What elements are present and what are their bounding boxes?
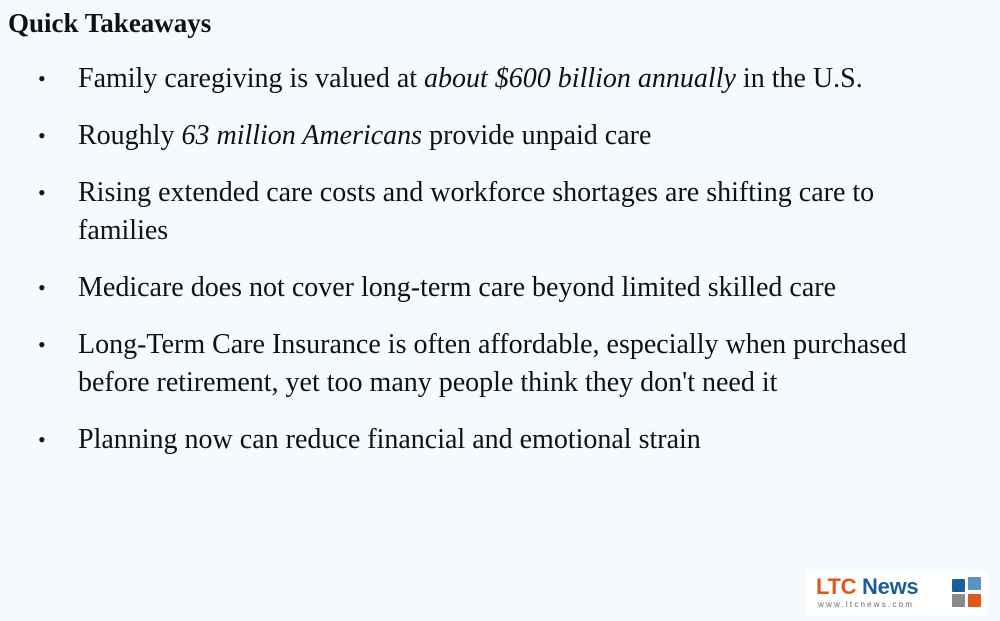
- logo-square-top-left: [952, 579, 965, 592]
- logo-square-bottom-right: [968, 594, 981, 607]
- bullet-icon: •: [38, 427, 46, 452]
- takeaway-text: provide unpaid care: [422, 120, 652, 151]
- page-title: Quick Takeaways: [8, 8, 212, 38]
- logo-url: www.ltcnews.com: [818, 600, 915, 609]
- bullet-icon: •: [38, 275, 46, 300]
- takeaway-item: [0, 269, 940, 307]
- takeaway-text: Medicare does not cover long-term care beyond limited skilled care: [78, 272, 837, 303]
- takeaway-text: Rising extended care costs and workforce shortages are shifting care to families: [78, 177, 875, 246]
- logo-square-bottom-left: [952, 594, 965, 607]
- takeaway-item: [0, 60, 940, 98]
- takeaway-emphasis: about $600 billion annually: [424, 63, 736, 94]
- takeaway-item: [0, 174, 940, 250]
- bullet-icon: •: [38, 123, 46, 148]
- takeaways-list: [0, 60, 940, 478]
- takeaway-text: Family caregiving is valued at: [78, 63, 425, 94]
- takeaway-text: Planning now can reduce financial and emotional strain: [78, 424, 701, 455]
- ltc-news-logo: [806, 571, 988, 615]
- takeaway-item: [0, 421, 940, 459]
- logo-squares-icon: [952, 577, 982, 609]
- takeaway-text: in the U.S.: [735, 63, 863, 94]
- logo-name-ltc: LTC: [816, 574, 857, 599]
- bullet-icon: •: [38, 332, 46, 357]
- takeaway-item: [0, 326, 940, 402]
- takeaway-item: [0, 117, 940, 155]
- takeaway-emphasis: 63 million Americans: [181, 120, 423, 151]
- logo-name-news: News: [856, 574, 919, 599]
- takeaway-text: Roughly: [78, 120, 182, 151]
- bullet-icon: •: [38, 180, 46, 205]
- bullet-icon: •: [38, 66, 46, 91]
- logo-square-top-right: [968, 577, 981, 590]
- logo-name: [816, 574, 918, 600]
- takeaway-text: Long-Term Care Insurance is often affordable, especially when purchased before retirement, yet too many people think they don't need it: [78, 329, 907, 398]
